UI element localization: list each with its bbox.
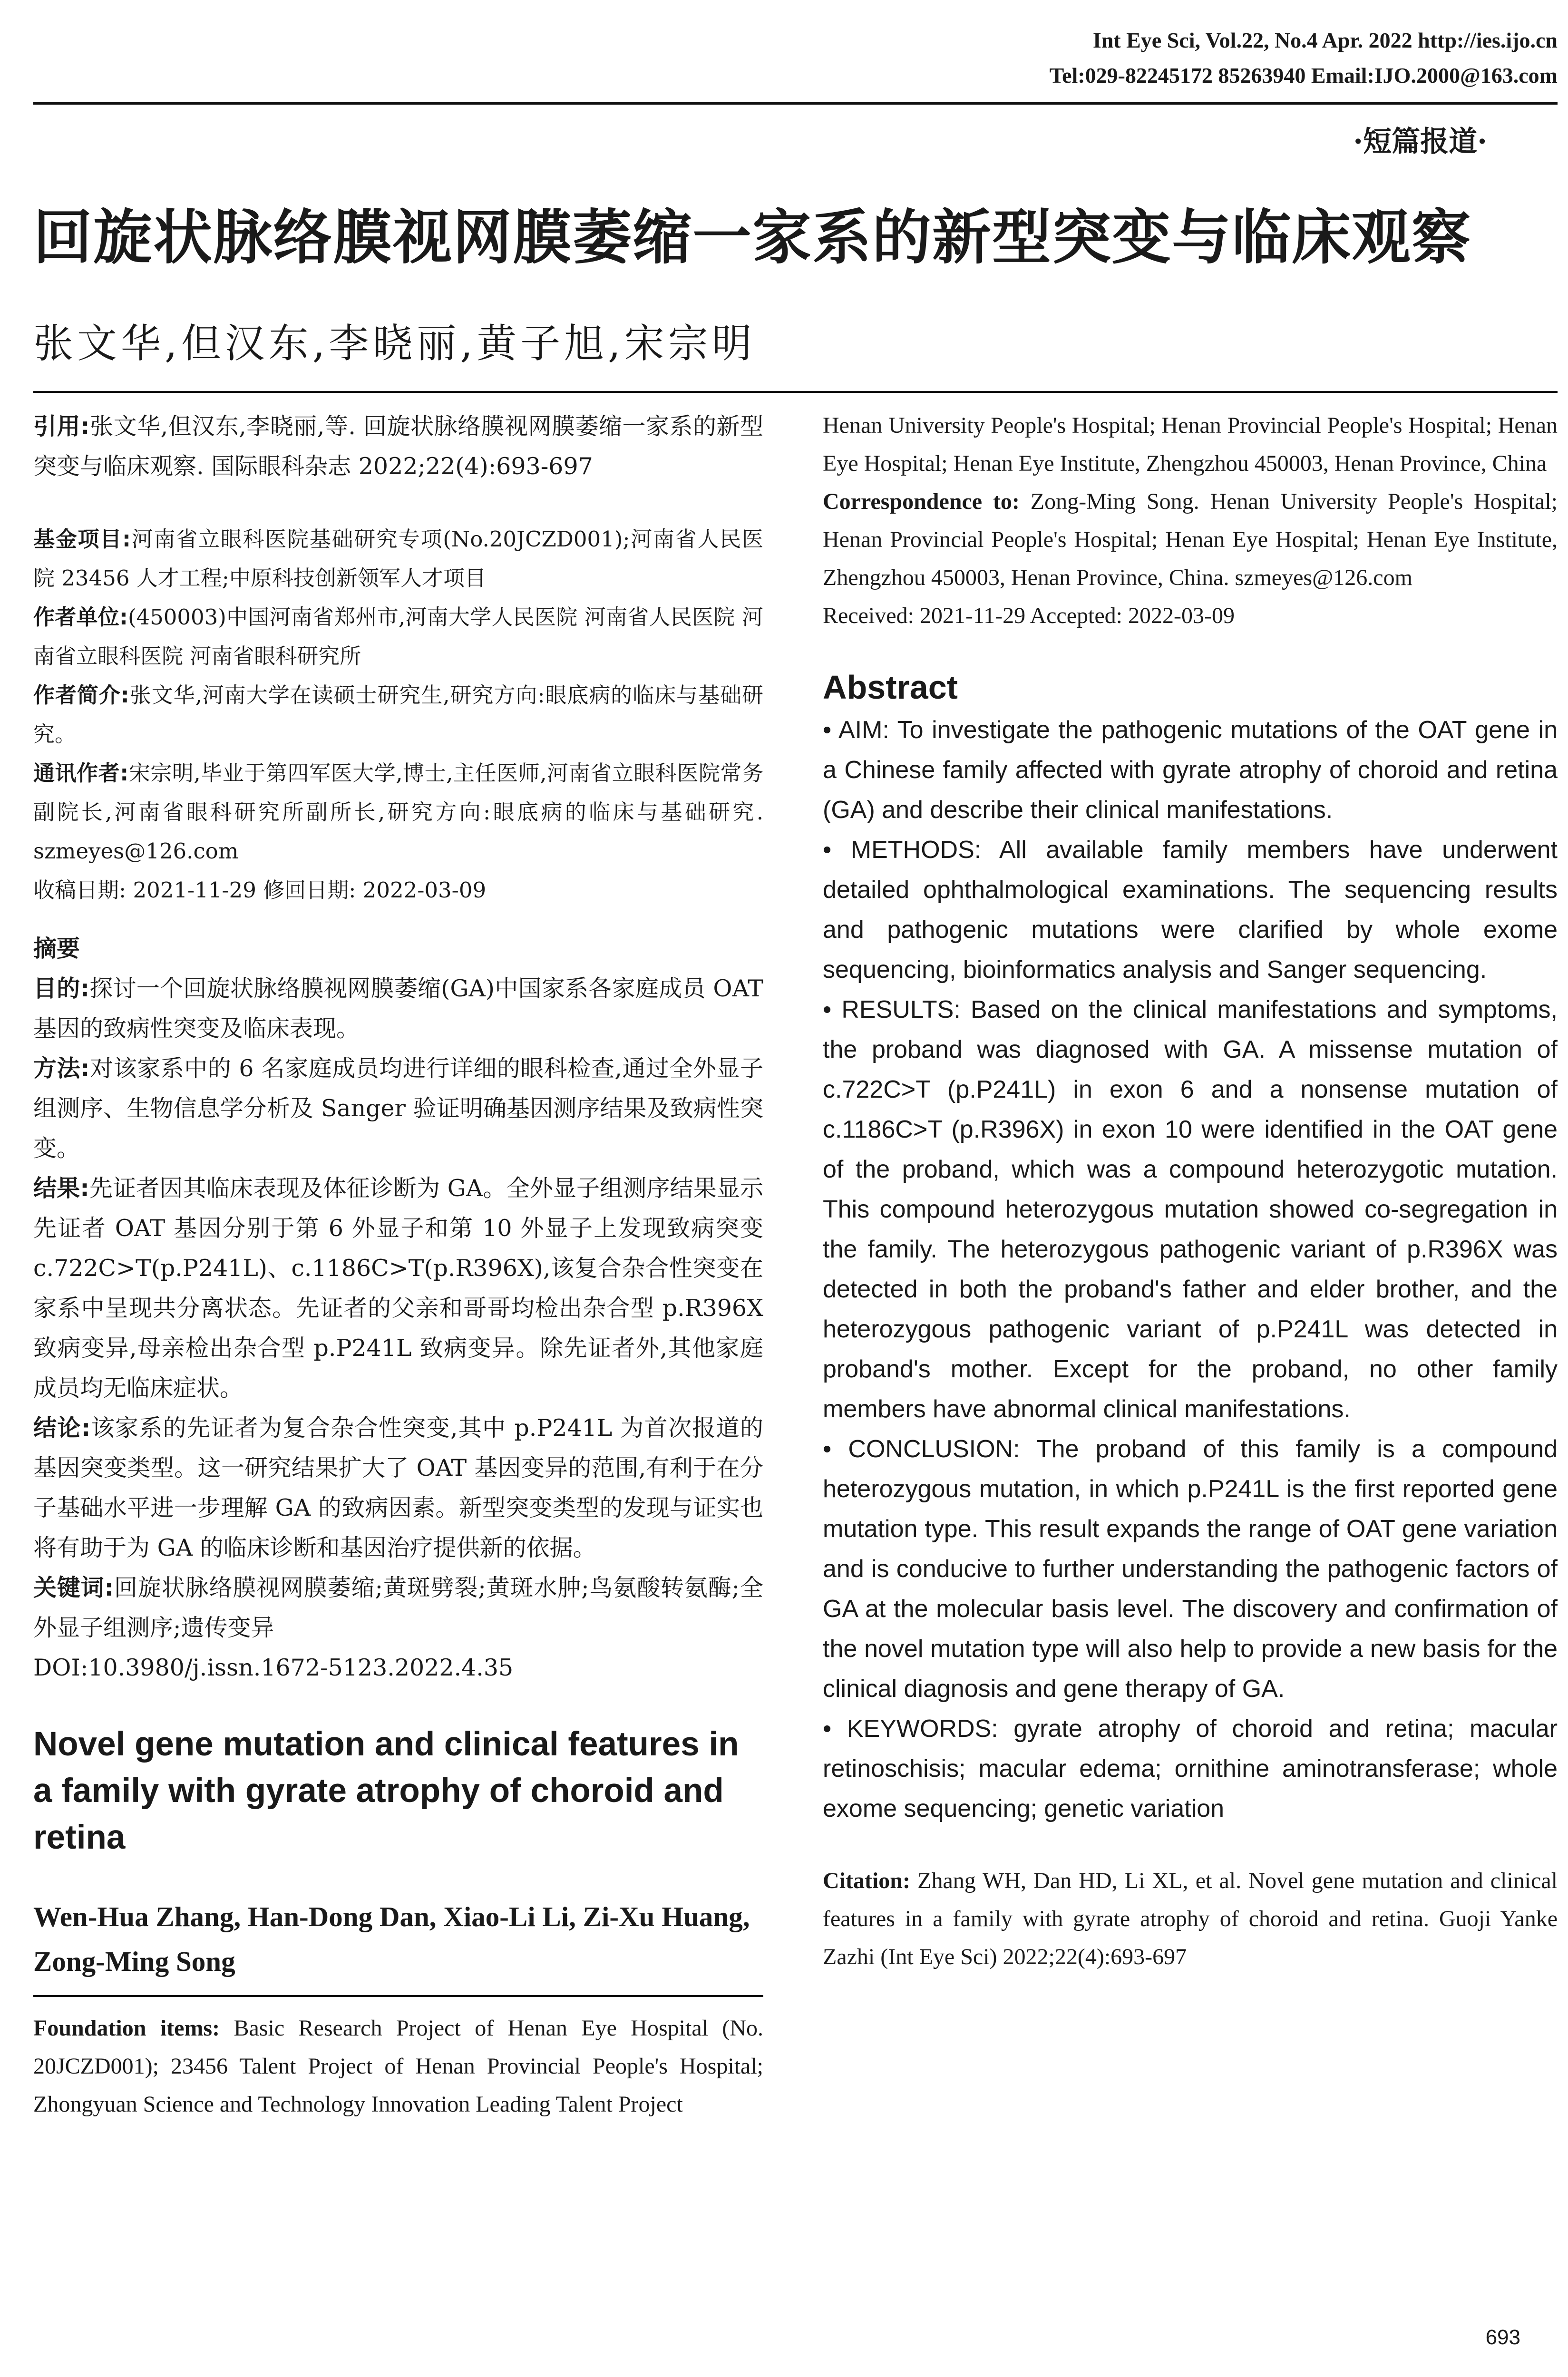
aim-en: • AIM: To investigate the pathogenic mutations of the OAT gene in a Chinese family affected with gyrate atrophy of choroid and retina (GA) and describe their clinical manifestations. bbox=[823, 716, 1558, 824]
methods-cn: 方法:对该家系中的 6 名家庭成员均进行详细的眼科检查,通过全外显子组测序、生物信息学分析及 Sanger 验证明确基因测序结果及致病性突变。 bbox=[33, 1055, 763, 1162]
abstract-heading-cn: 摘要 bbox=[33, 935, 80, 962]
keywords-cn: 关键词:回旋状脉络膜视网膜萎缩;黄斑劈裂;黄斑水肿;鸟氨酸转氨酶;全外显子组测序;遗传变异 bbox=[33, 1574, 763, 1641]
page-number: 693 bbox=[1485, 2326, 1520, 2349]
conclusion-en: • CONCLUSION: The proband of this family is a compound heterozygous mutation, in which p.P241L is the first reported gene mutation type. This result expands the range of OAT gene variation and is conducive to further understanding the pathogenic factors of GA at the molecular basis level. The discovery and confirmation of the novel mutation type will also help to provide a new basis for the clinical diagnosis and gene therapy of GA. bbox=[823, 1435, 1558, 1703]
results-en: • RESULTS: Based on the clinical manifestations and symptoms, the proband was diagnosed with GA. A missense mutation of c.722C>T (p.P241L) in exon 6 and a nonsense mutation of c.1186C>T (p.R396X) in exon 10 were identified in the OAT gene of the proband, which was a compound heterozygotic mutation. This compound heterozygous mutation showed co-segregation in the family. The heterozygous pathogenic variant of p.R396X was detected in both the proband's father and elder brother, and the heterozygous pathogenic variant of p.P241L was detected in proband's mother. Except for the proband, no other family members have abnormal clinical manifestations. bbox=[823, 996, 1558, 1423]
journal-header bbox=[808, 23, 1558, 93]
foundation-en: Foundation items: Basic Research Project of Henan Eye Hospital (No. 20JCZD001); 23456 Talent Project of Henan Provincial People's Hospital; Zhongyuan Science and Technology Innovation Leading Talent Project bbox=[33, 2016, 764, 2117]
citation-cn: 引用:张文华,但汉东,李晓丽,等. 回旋状脉络膜视网膜萎缩一家系的新型突变与临床观察. 国际眼科杂志 2022;22(4):693-697 bbox=[33, 413, 763, 480]
authors-en: Wen-Hua Zhang, Han-Dong Dan, Xiao-Li Li, Zi-Xu Huang, Zong-Ming Song bbox=[33, 1901, 750, 1977]
journal-header-line2: Tel:029-82245172 85263940 Email:IJO.2000@163.com bbox=[1049, 63, 1558, 88]
title-cn: 回旋状脉络膜视网膜萎缩一家系的新型突变与临床观察 bbox=[33, 204, 1472, 272]
authors-rule bbox=[33, 1995, 763, 1997]
citation-en: Citation: Zhang WH, Dan HD, Li XL, et al. Novel gene mutation and clinical features in a family with gyrate atrophy of choroid and retina. Guoji Yanke Zazhi (Int Eye Sci) 2022;22(4):693-697 bbox=[823, 1868, 1558, 1969]
affiliation-en: Henan University People's Hospital; Henan Provincial People's Hospital; Henan Eye Hospital; Henan Eye Institute, Zhengzhou 450003, Henan Province, China bbox=[823, 413, 1558, 476]
doi: DOI:10.3980/j.issn.1672-5123.2022.4.35 bbox=[33, 1654, 514, 1681]
funding-cn: 基金项目:河南省立眼科医院基础研究专项(No.20JCZD001);河南省人民医院 23456 人才工程;中原科技创新领军人才项目 bbox=[33, 526, 763, 591]
correspondence-en: Correspondence to: Zong-Ming Song. Henan University People's Hospital; Henan Provincial People's Hospital; Henan Eye Hospital; Henan Eye Institute, Zhengzhou 450003, Henan Province, China. szmeyes@126.com bbox=[823, 489, 1558, 590]
left-column bbox=[33, 407, 763, 2124]
title-rule bbox=[33, 391, 1558, 393]
right-column bbox=[823, 407, 1558, 1976]
title-en: Novel gene mutation and clinical features in a family with gyrate atrophy of choroid and retina bbox=[33, 1725, 739, 1856]
abstract-heading-en: Abstract bbox=[823, 669, 958, 706]
header-rule bbox=[33, 102, 1558, 105]
author-bio-cn: 作者简介:张文华,河南大学在读硕士研究生,研究方向:眼底病的临床与基础研究。 bbox=[33, 682, 763, 747]
results-cn: 结果:先证者因其临床表现及体征诊断为 GA。全外显子组测序结果显示先证者 OAT 基因分别于第 6 外显子和第 10 外显子上发现致病突变 c.722C>T(p.P241L)、c.1186C>T(p.R396X),该复合杂合性突变在家系中呈现共分离状态。先证者的父亲和哥哥均检出杂合型 p.R396X 致病变异,母亲检出杂合型 p.P241L 致病变异。除先证者外,其他家庭成员均无临床症状。 bbox=[33, 1175, 763, 1402]
correspondence-cn: 通讯作者:宋宗明,毕业于第四军医大学,博士,主任医师,河南省立眼科医院常务副院长,河南省眼科研究所副所长,研究方向:眼底病的临床与基础研究. szmeyes@126.com bbox=[33, 760, 763, 864]
received-en: Received: 2021-11-29 Accepted: 2022-03-09 bbox=[823, 603, 1235, 628]
conclusion-cn: 结论:该家系的先证者为复合杂合性突变,其中 p.P241L 为首次报道的基因突变类型。这一研究结果扩大了 OAT 基因变异的范围,有利于在分子基础水平进一步理解 GA 的致病因素。新型突变类型的发现与证实也将有助于为 GA 的临床诊断和基因治疗提供新的依据。 bbox=[33, 1414, 763, 1561]
keywords-en: • KEYWORDS: gyrate atrophy of choroid and retina; macular retinoschisis; macular edema; ornithine aminotransferase; whole exome sequencing; genetic variation bbox=[823, 1715, 1558, 1822]
affiliation-cn: 作者单位:(450003)中国河南省郑州市,河南大学人民医院 河南省人民医院 河南省立眼科医院 河南省眼科研究所 bbox=[33, 604, 764, 669]
methods-en: • METHODS: All available family members have underwent detailed ophthalmological examinations. The sequencing results and pathogenic mutations were clarified by whole exome sequencing, bioinformatics analysis and Sanger sequencing. bbox=[823, 836, 1558, 984]
aim-cn: 目的:探讨一个回旋状脉络膜视网膜萎缩(GA)中国家系各家庭成员 OAT 基因的致病性突变及临床表现。 bbox=[33, 975, 763, 1042]
authors-cn: 张文华,但汉东,李晓丽,黄子旭,宋宗明 bbox=[33, 320, 756, 367]
journal-header-line1: Int Eye Sci, Vol.22, No.4 Apr. 2022 http://ies.ijo.cn bbox=[1092, 28, 1558, 52]
section-tag: ·短篇报道· bbox=[1353, 125, 1487, 158]
dates-cn: 收稿日期: 2021-11-29 修回日期: 2022-03-09 bbox=[33, 877, 487, 903]
